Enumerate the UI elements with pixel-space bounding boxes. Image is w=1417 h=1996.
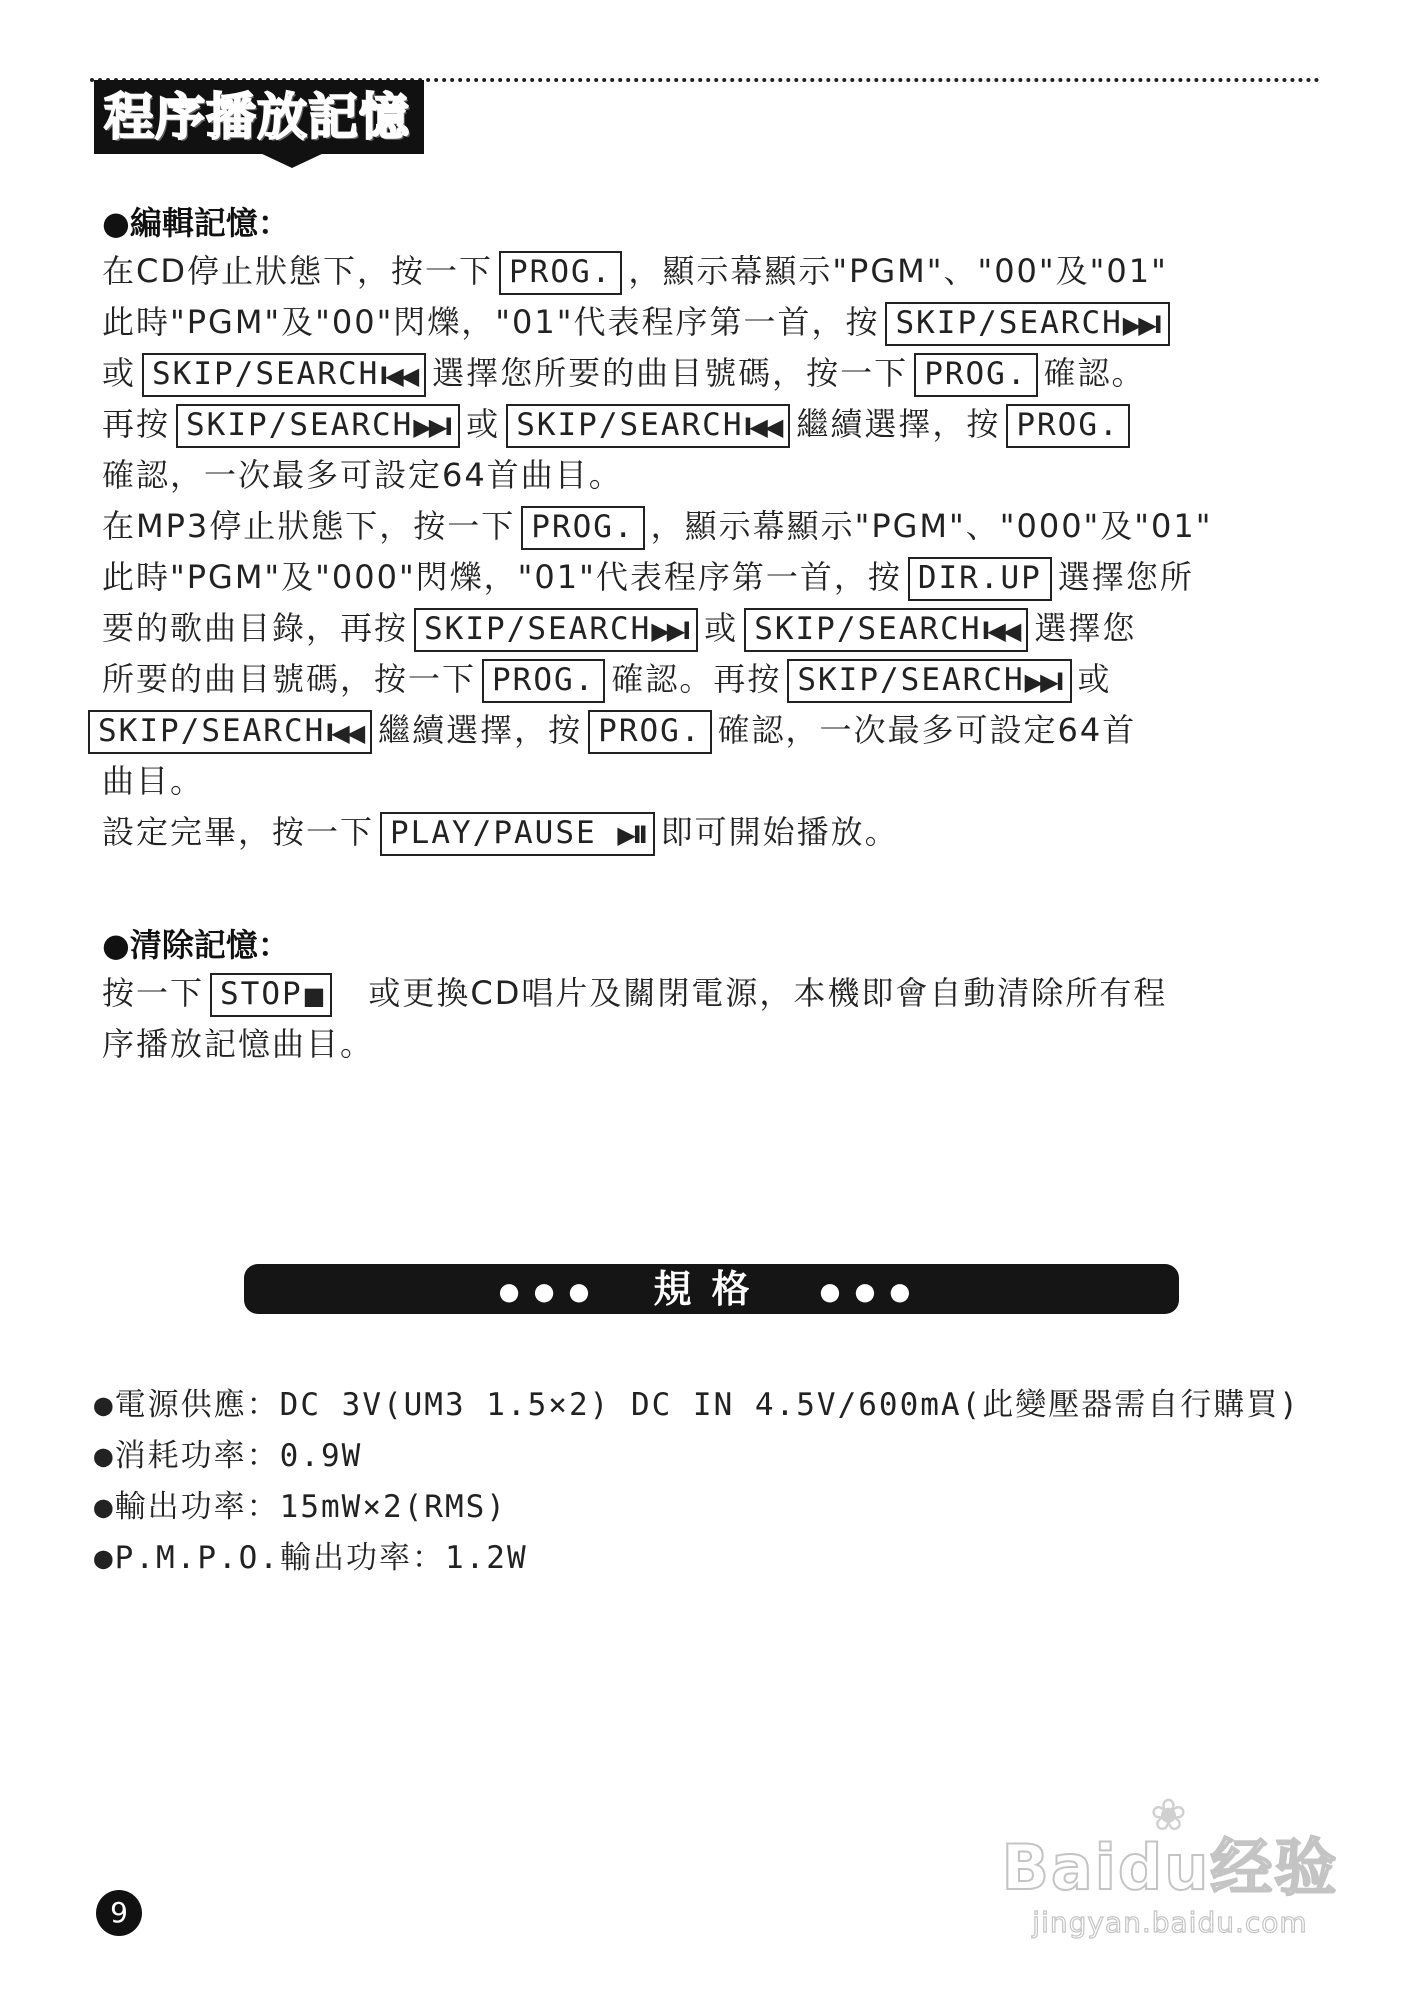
- specifications-banner: [244, 1264, 1179, 1314]
- prog-key: PROG.: [521, 506, 644, 550]
- prog-key: PROG.: [588, 710, 711, 754]
- skip-back-key: SKIP/SEARCHI◀◀: [88, 710, 372, 754]
- text-line: SKIP/SEARCHI◀◀ 繼續選擇，按 PROG. 確認，一次最多可設定64首: [102, 705, 1382, 756]
- text-line: 曲目。: [102, 762, 205, 800]
- edit-memory-heading: ●編輯記憶：: [102, 204, 290, 242]
- dots-decoration-right: ●●●: [819, 1277, 925, 1306]
- stop-icon: ■: [302, 982, 323, 1010]
- skip-forward-icon: ▶▶I: [1122, 311, 1160, 339]
- specifications-title: 規格: [653, 1267, 770, 1311]
- spec-item-output-power: ●輸出功率：15mW×2(RMS): [94, 1489, 507, 1525]
- text-line: 所要的曲目號碼，按一下 PROG. 確認。再按 SKIP/SEARCH▶▶I 或: [102, 654, 1382, 705]
- dir-up-key: DIR.UP: [908, 557, 1052, 601]
- skip-forward-icon: ▶▶I: [413, 413, 451, 441]
- text-line: 要的歌曲目錄，再按 SKIP/SEARCH▶▶I 或 SKIP/SEARCHI◀◀ 選擇您: [102, 603, 1382, 654]
- play-pause-key: PLAY/PAUSE ▶II: [380, 812, 655, 856]
- prog-key: PROG.: [914, 353, 1037, 397]
- skip-forward-key: SKIP/SEARCH▶▶I: [176, 404, 460, 448]
- skip-back-icon: I◀◀: [379, 362, 417, 390]
- text-line: 在MP3停止狀態下，按一下 PROG. ，顯示幕顯示"PGM"、"000"及"01": [102, 501, 1382, 552]
- text-line: 設定完畢，按一下 PLAY/PAUSE ▶II 即可開始播放。: [102, 807, 1382, 858]
- skip-forward-key: SKIP/SEARCH▶▶I: [787, 659, 1071, 703]
- watermark-logo: Baidu经验: [1001, 1831, 1339, 1904]
- spec-item-power-supply: ●電源供應：DC 3V(UM3 1.5×2) DC IN 4.5V/600mA(此變壓器需自行購買): [94, 1387, 1300, 1423]
- skip-forward-icon: ▶▶I: [651, 617, 689, 645]
- spec-item-power-consumption: ●消耗功率：0.9W: [94, 1438, 363, 1474]
- text-line: 按一下 STOP■ 或更換CD唱片及關閉電源，本機即會自動清除所有程: [102, 968, 1382, 1019]
- text-line: 序播放記憶曲目。: [102, 1025, 375, 1063]
- clear-memory-heading: ●清除記憶：: [102, 926, 290, 964]
- edit-memory-paragraph: [98, 246, 1382, 858]
- watermark: [1000, 1790, 1340, 1950]
- skip-back-key: SKIP/SEARCHI◀◀: [142, 353, 426, 397]
- skip-back-icon: I◀◀: [325, 719, 363, 747]
- text-line: 此時"PGM"及"000"閃爍，"01"代表程序第一首，按 DIR.UP 選擇您所: [102, 552, 1382, 603]
- skip-back-key: SKIP/SEARCHI◀◀: [744, 608, 1028, 652]
- text-line: 在CD停止狀態下，按一下 PROG. ，顯示幕顯示"PGM"、"00"及"01": [102, 246, 1382, 297]
- skip-back-key: SKIP/SEARCHI◀◀: [506, 404, 790, 448]
- text-line: 確認，一次最多可設定64首曲目。: [102, 456, 623, 494]
- text-line: 再按 SKIP/SEARCH▶▶I 或 SKIP/SEARCHI◀◀ 繼續選擇，按 PROG.: [102, 399, 1382, 450]
- prog-key: PROG.: [1006, 404, 1129, 448]
- skip-forward-icon: ▶▶I: [1024, 668, 1062, 696]
- section-title-banner: [94, 80, 424, 154]
- skip-forward-key: SKIP/SEARCH▶▶I: [414, 608, 698, 652]
- text-line: 此時"PGM"及"00"閃爍，"01"代表程序第一首，按 SKIP/SEARCH▶▶I: [102, 297, 1382, 348]
- paw-icon: ❀: [1150, 1790, 1187, 1841]
- page-title: 程序播放記憶: [104, 88, 410, 146]
- page-number: 9: [96, 1890, 142, 1936]
- prog-key: PROG.: [499, 251, 622, 295]
- stop-key: STOP■: [210, 973, 332, 1017]
- text-line: 或 SKIP/SEARCHI◀◀ 選擇您所要的曲目號碼，按一下 PROG. 確認。: [102, 348, 1382, 399]
- clear-memory-paragraph: [102, 968, 1382, 1070]
- title-notch: [258, 152, 326, 168]
- specifications-list: [94, 1380, 1300, 1584]
- dots-decoration-left: ●●●: [498, 1277, 604, 1306]
- skip-back-icon: I◀◀: [981, 617, 1019, 645]
- prog-key: PROG.: [482, 659, 605, 703]
- watermark-url: jingyan.baidu.com: [1032, 1906, 1308, 1939]
- spec-item-pmpo: ●P.M.P.O.輸出功率：1.2W: [94, 1540, 528, 1576]
- skip-forward-key: SKIP/SEARCH▶▶I: [885, 302, 1169, 346]
- play-pause-icon: ▶II: [617, 821, 645, 849]
- skip-back-icon: I◀◀: [743, 413, 781, 441]
